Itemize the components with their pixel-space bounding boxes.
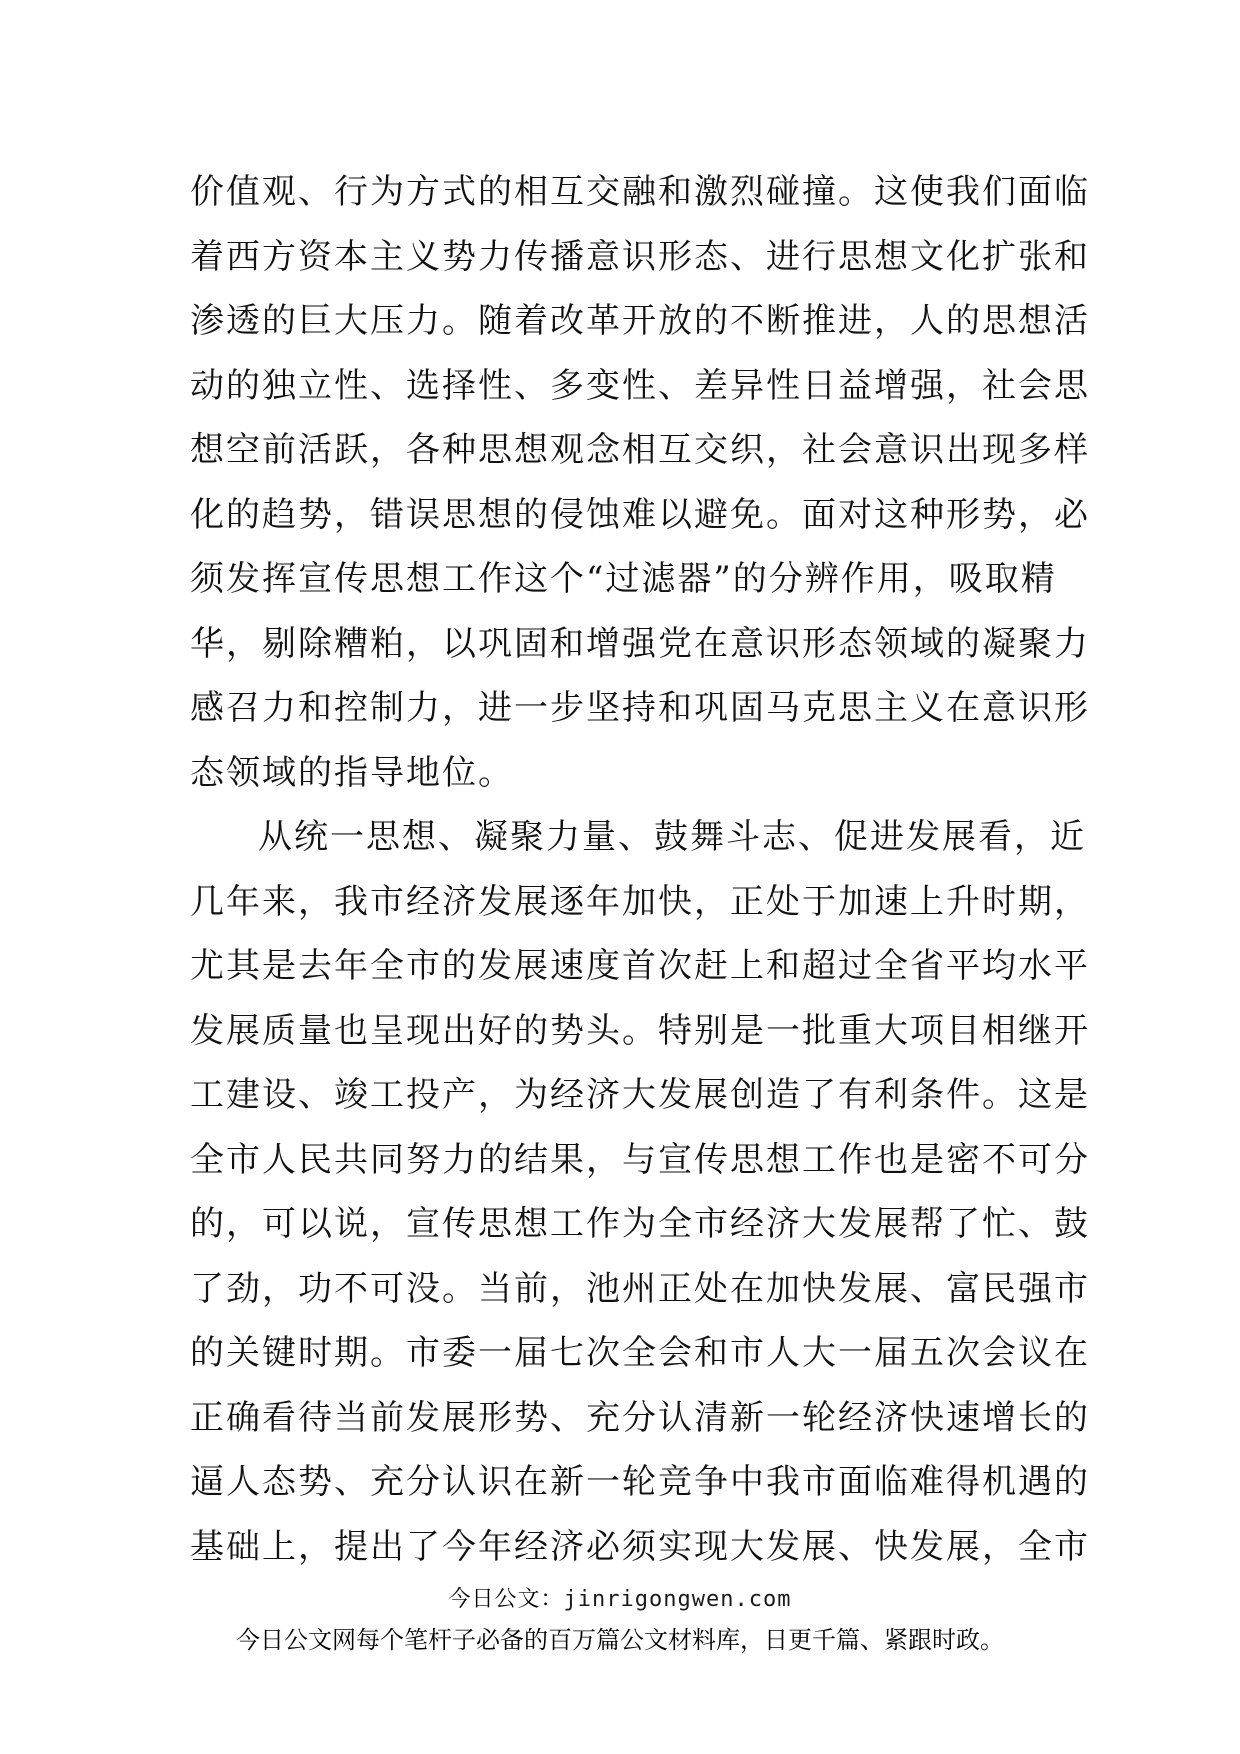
text-line: 感召力和控制力，进一步坚持和巩固马克思主义在意识形 — [190, 688, 1090, 728]
text-line: 正确看待当前发展形势、充分认清新一轮经济快速增长的 — [190, 1397, 1090, 1438]
text-line: 渗透的巨大压力。随着改革开放的不断推进，人的思想活 — [190, 301, 1090, 341]
footer-site-line — [0, 1582, 1240, 1613]
text-line: 了劲，功不可没。当前，池州正处在加快发展、富民强市 — [190, 1268, 1090, 1309]
text-line: 化的趋势，错误思想的侵蚀难以避免。面对这种形势，必 — [190, 494, 1090, 535]
footer-site-url[interactable]: jinrigongwen.com — [563, 1587, 792, 1612]
text-line: 价值观、行为方式的相互交融和激烈碰撞。这使我们面临 — [190, 172, 1090, 212]
text-line: 发展质量也呈现出好的势头。特别是一批重大项目相继开 — [190, 1010, 1090, 1051]
text-line: 着西方资本主义势力传播意识形态、进行思想文化扩张和 — [190, 236, 1090, 277]
text-line: 逼人态势、充分认识在新一轮竞争中我市面临难得机遇的 — [190, 1462, 1090, 1502]
text-line: 想空前活跃，各种思想观念相互交织，社会意识出现多样 — [190, 430, 1090, 470]
paragraph-1 — [190, 160, 1090, 805]
text-line: 基础上，提出了今年经济必须实现大发展、快发展，全市 — [190, 1526, 1090, 1567]
paragraph-2 — [190, 805, 1090, 1579]
text-line: 动的独立性、选择性、多变性、差异性日益增强，社会思 — [190, 365, 1090, 406]
text-line: 的关键时期。市委一届七次全会和市人大一届五次会议在 — [190, 1333, 1090, 1373]
text-line: 工建设、竣工投产，为经济大发展创造了有利条件。这是 — [190, 1075, 1090, 1115]
text-line: 尤其是去年全市的发展速度首次赶上和超过全省平均水平 — [190, 946, 1090, 986]
text-line: 的，可以说，宣传思想工作为全市经济大发展帮了忙、鼓 — [190, 1204, 1090, 1244]
footer-tagline: 今日公文网每个笔杆子必备的百万篇公文材料库，日更千篇、紧跟时政。 — [236, 1626, 1004, 1654]
text-line: 须发挥宣传思想工作这个“过滤器”的分辨作用，吸取精 — [190, 559, 1057, 599]
text-line: 态领域的指导地位。 — [190, 752, 514, 793]
text-line: 几年来，我市经济发展逐年加快，正处于加速上升时期， — [190, 881, 1090, 922]
text-line: 华，剔除糟粕，以巩固和增强党在意识形态领域的凝聚力 — [190, 623, 1090, 664]
text-line: 从统一思想、凝聚力量、鼓舞斗志、促进发展看，近 — [258, 817, 1086, 857]
text-line: 全市人民共同努力的结果，与宣传思想工作也是密不可分 — [190, 1139, 1090, 1180]
footer-site-label: 今日公文： — [448, 1587, 564, 1612]
document-body — [190, 160, 1090, 1579]
